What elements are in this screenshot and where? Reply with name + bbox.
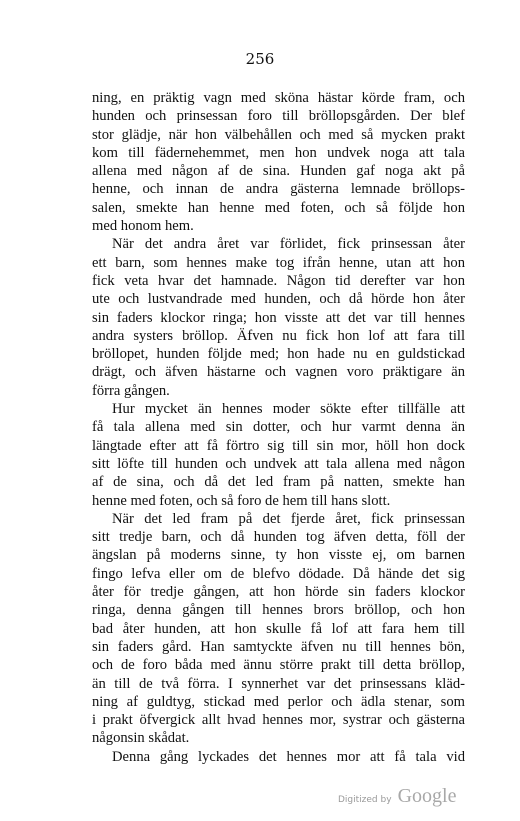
paragraph-3 <box>92 400 465 510</box>
text-line: i prakt öfvergick allt hvad hennes mor, systrar och gästerna <box>92 712 465 729</box>
google-logo: Google <box>397 785 457 807</box>
text-line: ringa, denna gången till hennes brors bröllop, och hon <box>92 602 465 619</box>
text-line: Denna gång lyckades det hennes mor att få tala vid <box>112 748 465 765</box>
text-line: henne med foten, och så foro de hem till hans slott. <box>92 492 391 509</box>
text-line: ning, en präktig vagn med sköna hästar körde fram, och <box>92 90 465 106</box>
text-line: än till de två förra. I synnerhet var det prinsessans kläd- <box>92 675 465 692</box>
paragraph-4 <box>92 510 465 748</box>
text-line: ängslan på moderns sinne, ty hon visste ej, om barnen <box>92 547 465 564</box>
text-line: sin faders gård. Han samtyckte äfven nu till hennes bön, <box>92 638 465 655</box>
text-line: När det led fram på det fjerde året, fick prinsessan <box>112 510 465 527</box>
paragraph-1 <box>92 89 465 235</box>
text-line: drägt, och äfven hästarne och vagnen voro präktigare än <box>92 364 465 381</box>
text-line: ett barn, som hennes make tog ifrån henne, utan att hon <box>92 254 465 271</box>
text-line: få tala allena med sin dotter, och hur varmt denna än <box>92 419 465 436</box>
text-line: förra gången. <box>92 382 170 399</box>
digitized-watermark <box>338 785 456 808</box>
text-line: salen, smekte han henne med foten, och så följde hon <box>92 199 465 216</box>
text-line: stor glädje, när hon välbehållen och med så mycken prakt <box>92 126 465 143</box>
text-line: andra systers bröllop. Äfven nu fick hon lof att fara till <box>92 327 465 344</box>
paragraph-2 <box>92 235 465 400</box>
text-line: henne, och innan de andra gästerna lemnade bröllops- <box>92 181 465 198</box>
text-line: fingo lefva eller om de blefvo dödade. Då hände det sig <box>92 565 465 582</box>
text-line: åter för tredje gången, att hon hörde sin faders klockor <box>92 584 465 601</box>
body-text <box>92 89 465 766</box>
text-line: någonsin skådat. <box>92 730 190 747</box>
paragraph-5 <box>92 748 465 766</box>
text-line: allena med någon af de sina. Hunden gaf noga akt på <box>92 163 465 180</box>
text-line: fick veta hvar det hamnade. Någon tid derefter var hon <box>92 272 465 289</box>
text-line: När det andra året var förlidet, fick prinsessan åter <box>112 236 465 253</box>
text-line: ute och lustvandrade med hunden, och då hörde hon åter <box>92 291 465 308</box>
text-line: bad åter hunden, att hon skulle få lof att fara hem till <box>92 620 465 637</box>
text-line: bröllopet, hunden följde med; hon hade nu en guldstickad <box>92 346 465 363</box>
text-line: sitt löfte till hunden och undvek att tala allena med någon <box>92 455 465 472</box>
text-line: längtade efter att få förtro sig till sin mor, höll hon dock <box>92 437 465 454</box>
text-line: af de sina, och då det led fram på natten, smekte han <box>92 474 465 491</box>
text-line: med honom hem. <box>92 218 194 235</box>
text-line: kom till fädernehemmet, men hon undvek noga att tala <box>92 144 465 161</box>
text-line: Hur mycket än hennes moder sökte efter tillfälle att <box>112 401 465 418</box>
page-number: 256 <box>245 50 275 68</box>
text-line: sitt tredje barn, och då hunden tog äfven detta, föll der <box>92 529 465 546</box>
text-line: ning af guldtyg, stickad med perlor och ädla stenar, som <box>92 693 465 710</box>
watermark-prefix: Digitized by <box>338 795 392 805</box>
text-line: hunden och prinsessan foro till bröllopsgården. Der blef <box>92 108 465 125</box>
text-line: och de foro båda med ännu större prakt till detta bröllop, <box>92 657 465 674</box>
text-line: sin faders klockor ringa; hon visste att det var till hennes <box>92 309 465 326</box>
